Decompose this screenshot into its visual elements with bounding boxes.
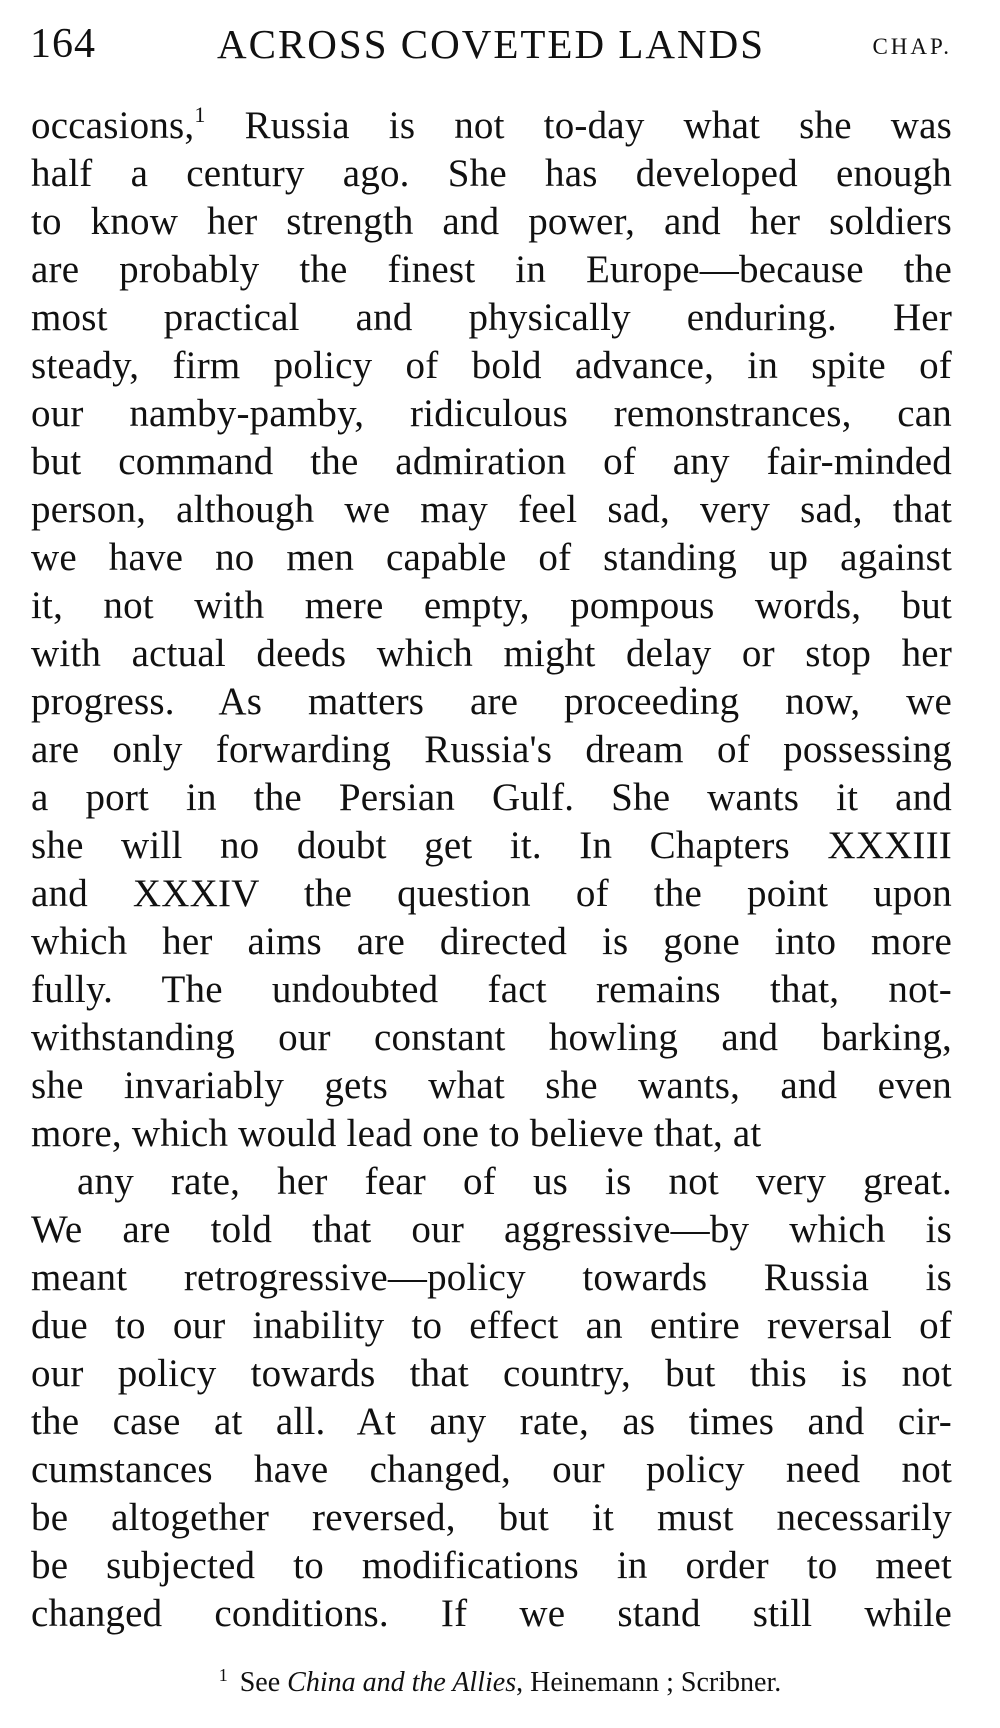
text-line: the case at all. At any rate, as times and cir- xyxy=(31,1400,952,1443)
running-title: ACROSS COVETED LANDS xyxy=(217,21,765,67)
text-line: person, although we may feel sad, very sad, that xyxy=(31,488,952,531)
text-line: withstanding our constant howling and barking, xyxy=(31,1016,952,1059)
text-line: with actual deeds which might delay or stop her xyxy=(31,632,952,675)
text-line: due to our inability to effect an entire reversal of xyxy=(31,1304,952,1347)
text-fragment: Russia is not to-day what she was xyxy=(205,104,952,147)
text-line: but command the admiration of any fair-minded xyxy=(31,440,952,483)
text-line: We are told that our aggressive—by which is xyxy=(31,1208,952,1251)
footnote-reference: 1 xyxy=(194,102,206,127)
text-line: more, which would lead one to believe that, at xyxy=(31,1112,762,1155)
text-line: it, not with mere empty, pompous words, but xyxy=(31,584,952,627)
text-line: any rate, her fear of us is not very great. xyxy=(77,1160,952,1203)
text-line: most practical and physically enduring. Her xyxy=(31,296,952,339)
text-line: our namby-pamby, ridiculous remonstrances, can xyxy=(31,392,952,435)
text-line: steady, firm policy of bold advance, in spite of xyxy=(31,344,952,387)
running-header xyxy=(30,14,952,84)
footnote-number: 1 xyxy=(218,1665,228,1685)
text-line: are only forwarding Russia's dream of possessing xyxy=(31,728,952,771)
text-line: our policy towards that country, but this is not xyxy=(31,1352,952,1395)
text-line xyxy=(31,102,952,150)
text-line: be altogether reversed, but it must necessarily xyxy=(31,1496,952,1539)
text-line: be subjected to modifications in order to meet xyxy=(31,1544,952,1587)
footnote xyxy=(0,1665,1000,1699)
text-line: half a century ago. She has developed enough xyxy=(31,152,952,195)
text-line: cumstances have changed, our policy need not xyxy=(31,1448,952,1491)
text-line: and XXXIV the question of the point upon xyxy=(31,872,952,915)
text-line: fully. The undoubted fact remains that, not- xyxy=(31,968,952,1011)
text-line: she invariably gets what she wants, and even xyxy=(31,1064,952,1107)
text-line: we have no men capable of standing up against xyxy=(31,536,952,579)
text-line: changed conditions. If we stand still while xyxy=(31,1592,952,1635)
text-fragment: occasions, xyxy=(31,104,195,147)
footnote-work-title: China and the Allies xyxy=(287,1667,517,1698)
footnote-publishers: , Heinemann ; Scribner. xyxy=(516,1667,782,1698)
text-line: a port in the Persian Gulf. She wants it and xyxy=(31,776,952,819)
text-line: are probably the finest in Europe—because the xyxy=(31,248,952,291)
text-line: to know her strength and power, and her soldiers xyxy=(31,200,952,243)
body-text xyxy=(31,102,952,1638)
text-line: progress. As matters are proceeding now, we xyxy=(31,680,952,723)
text-line: meant retrogressive—policy towards Russia is xyxy=(31,1256,952,1299)
text-line: she will no doubt get it. In Chapters XXXIII xyxy=(31,824,952,867)
page-number: 164 xyxy=(30,21,96,67)
text-line: which her aims are directed is gone into more xyxy=(31,920,952,963)
chapter-label: CHAP. xyxy=(872,34,952,59)
footnote-see: See xyxy=(239,1667,281,1698)
